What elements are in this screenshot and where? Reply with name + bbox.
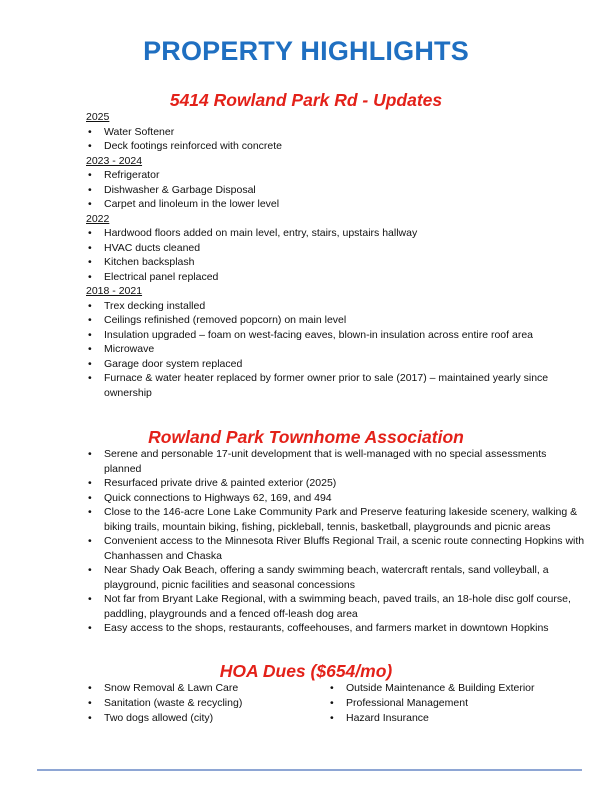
- hoa-right-list: [328, 681, 588, 726]
- update-year-label: 2023 - 2024: [86, 154, 143, 167]
- association-bullets: [86, 447, 586, 636]
- hoa-item: • Outside Maintenance & Building Exterior: [328, 681, 588, 696]
- hoa-item: • Professional Management: [328, 696, 588, 711]
- association-item: • Serene and personable 17-unit development that is well-managed with no special assessments planned: [86, 447, 586, 476]
- update-year-label: 2022: [86, 212, 110, 225]
- update-year-label: 2025: [86, 111, 110, 123]
- update-item: • Insulation upgraded – foam on west-facing eaves, blown-in insulation across entire roof area: [86, 328, 586, 343]
- update-item: • Furnace & water heater replaced by former owner prior to sale (2017) – maintained yearly since ownership: [86, 371, 586, 400]
- update-item: • Dishwasher & Garbage Disposal: [86, 183, 586, 198]
- updates-heading: 5414 Rowland Park Rd - Updates: [169, 90, 443, 110]
- update-item: • Water Softener: [86, 125, 586, 140]
- update-items: [86, 299, 586, 401]
- update-item: • Deck footings reinforced with concrete: [86, 139, 586, 154]
- update-item: • Kitchen backsplash: [86, 255, 586, 270]
- update-item: • Garage door system replaced: [86, 357, 586, 372]
- update-items: [86, 125, 586, 154]
- hoa-item: • Snow Removal & Lawn Care: [86, 681, 316, 696]
- update-items: [86, 168, 586, 212]
- update-item: • Hardwood floors added on main level, entry, stairs, upstairs hallway: [86, 226, 586, 241]
- association-item: • Quick connections to Highways 62, 169, and 494: [86, 491, 586, 506]
- hoa-item: • Hazard Insurance: [328, 711, 588, 726]
- updates-list: [86, 110, 586, 400]
- update-item: • Carpet and linoleum in the lower level: [86, 197, 586, 212]
- association-list: [86, 447, 586, 636]
- update-item: • Trex decking installed: [86, 299, 586, 314]
- footer-divider: [37, 769, 582, 771]
- hoa-item: • Two dogs allowed (city): [86, 711, 316, 726]
- association-item: • Convenient access to the Minnesota River Bluffs Regional Trail, a scenic route connecting Hopkins with Chanhassen and Chaska: [86, 534, 586, 563]
- update-items: [86, 226, 586, 284]
- hoa-item: • Sanitation (waste & recycling): [86, 696, 316, 711]
- update-item: • HVAC ducts cleaned: [86, 241, 586, 256]
- association-item: • Easy access to the shops, restaurants, coffeehouses, and farmers market in downtown Hopkins: [86, 621, 586, 636]
- update-year-label: 2018 - 2021: [86, 285, 143, 297]
- update-item: • Ceilings refinished (removed popcorn) on main level: [86, 313, 586, 328]
- hoa-heading: HOA Dues ($654/mo): [219, 661, 393, 681]
- association-item: • Resurfaced private drive & painted exterior (2025): [86, 476, 586, 491]
- update-item: • Microwave: [86, 342, 586, 357]
- association-item: • Near Shady Oak Beach, offering a sandy swimming beach, watercraft rentals, sand volleyball, a playground, picnic facilities and seasonal concessions: [86, 563, 586, 592]
- association-item: • Not far from Bryant Lake Regional, with a swimming beach, paved trails, an 18-hole disc golf course, paddling, playgrounds and a fenced off-leash dog area: [86, 592, 586, 621]
- hoa-left-list: [86, 681, 316, 726]
- update-item: • Electrical panel replaced: [86, 270, 586, 285]
- page-title: PROPERTY HIGHLIGHTS: [143, 36, 469, 66]
- update-item: • Refrigerator: [86, 168, 586, 183]
- association-heading: Rowland Park Townhome Association: [148, 427, 464, 447]
- association-item: • Close to the 146-acre Lone Lake Community Park and Preserve featuring lakeside scenery, walking & biking trails, mountain biking, fishing, pickleball, tennis, basketball, playgrounds and picnic areas: [86, 505, 586, 534]
